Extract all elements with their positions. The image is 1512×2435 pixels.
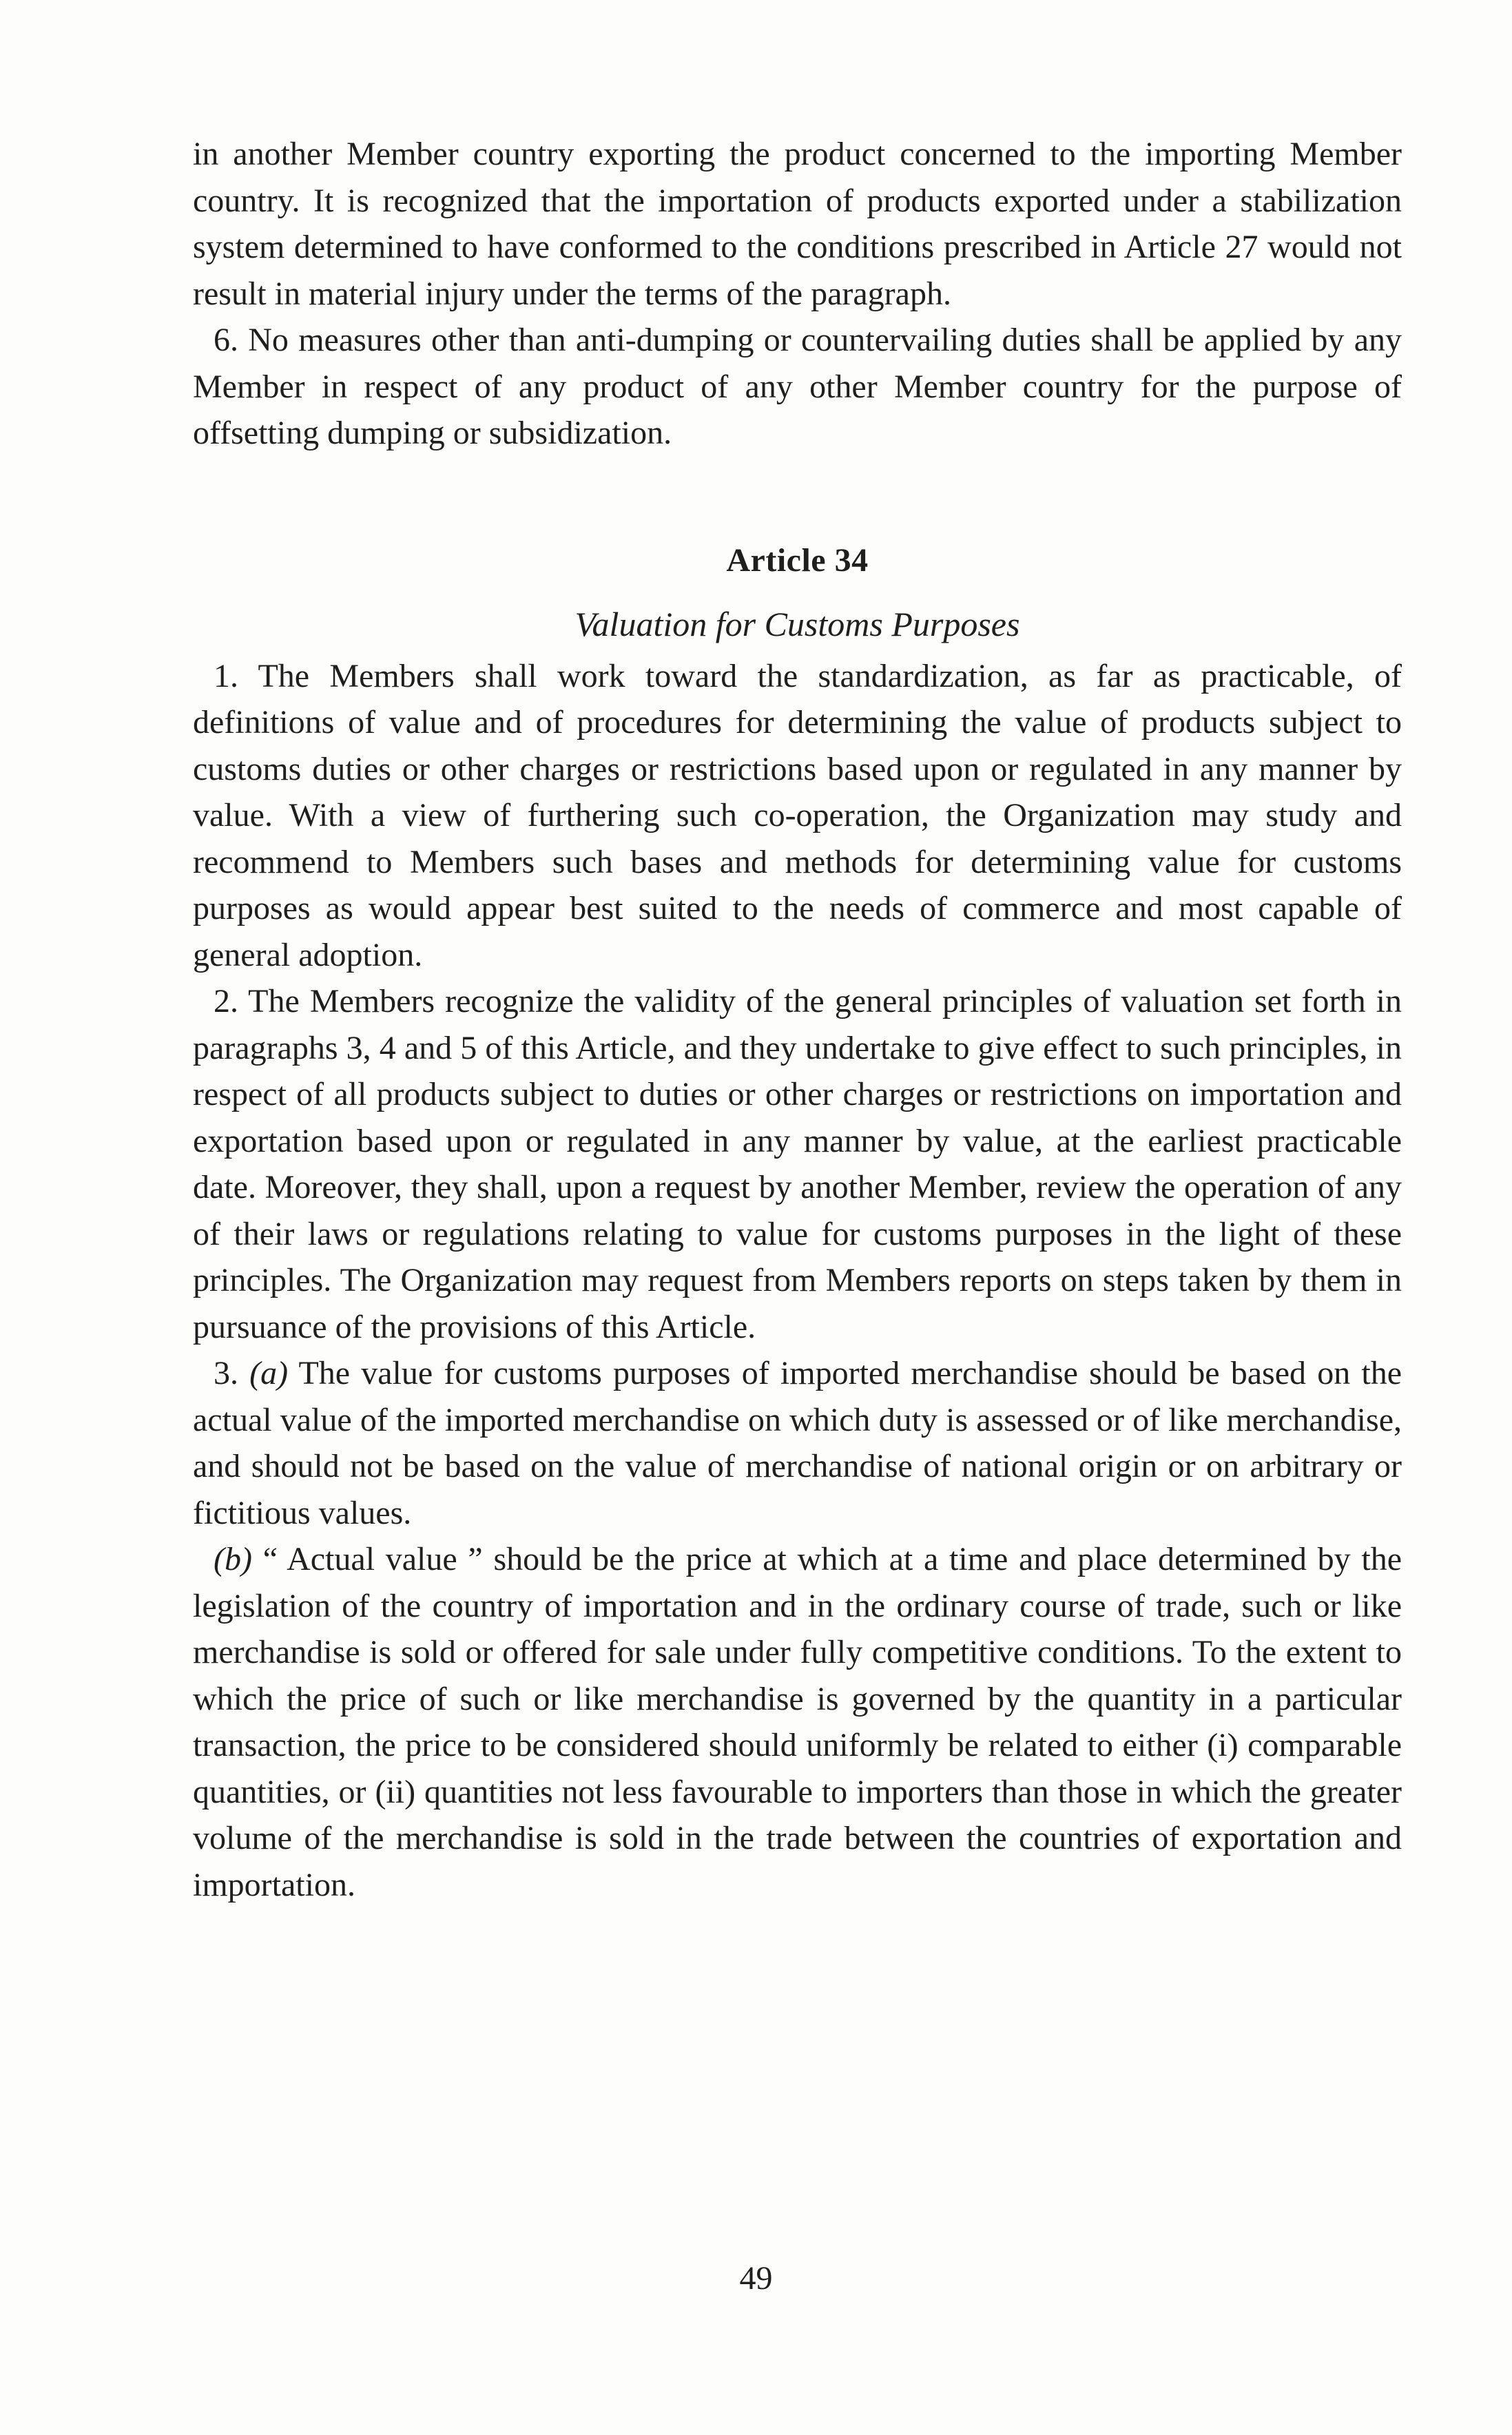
page-number: 49 [739, 2260, 773, 2297]
preceding-text [193, 131, 1402, 457]
subparagraph-a-label: (a) [249, 1355, 289, 1391]
paragraph-3a-text: The value for customs purposes of imported merchandise should be based on the actual value of the imported merchandise on which duty is assessed or of like merchandise, and should not be based on the value of merchandise of national origin or on arbitrary or fictitious values. [193, 1355, 1402, 1531]
continued-paragraph: in another Member country exporting the product concerned to the importing Member country. It is recognized that the importation of products exported under a stabilization system determined to have conformed to the conditions prescribed in Article 27 would not result in material injury under the terms of the paragraph. [193, 136, 1402, 312]
paragraph-6: 6. No measures other than anti-dumping or countervailing duties shall be applied by any Member in respect of any product of any other Member country for the purpose of offsetting dumping or subsidization. [193, 322, 1402, 451]
paragraph-1: 1. The Members shall work toward the standardization, as far as practicable, of definitions of value and of procedures for determining the value of products subject to customs duties or other charges or restrictions based upon or regulated in any manner by value. With a view of furthering such co-operation, the Organization may study and recommend to Members such bases and methods for determining value for customs purposes as would appear best suited to the needs of commerce and most capable of general adoption. [193, 657, 1402, 973]
article-subtitle: Valuation for Customs Purposes [574, 604, 1020, 643]
paragraph-3a [193, 1350, 1402, 1536]
paragraph-3-number: 3. [214, 1355, 238, 1391]
article-body [193, 653, 1402, 1909]
document-page [193, 131, 1402, 1908]
subparagraph-b-label: (b) [214, 1541, 252, 1577]
paragraph-3b-text: “ Actual value ” should be the price at which at a time and place determined by the legislation of the country of importation and in the ordinary course of trade, such or like merchandise is sold or offered for sale under fully competitive conditions. To the extent to which the price of such or like merchandise is governed by the quantity in a particular transaction, the price to be considered should uniformly be related to either (i) comparable quantities, or (ii) quantities not less favourable to importers than those in which the greater volume of the merchandise is sold in the trade between the countries of exportation and importation. [193, 1541, 1402, 1903]
paragraph-2: 2. The Members recognize the validity of the general principles of valuation set forth in paragraphs 3, 4 and 5 of this Article, and they undertake to give effect to such principles, in respect of all products subject to duties or other charges or restrictions on importation and exportation based upon or regulated in any manner by value, at the earliest practicable date. Moreover, they shall, upon a request by another Member, review the operation of any of their laws or regulations relating to value for customs purposes in the light of these principles. The Organization may request from Members reports on steps taken by them in pursuance of the provisions of this Article. [193, 983, 1402, 1345]
paragraph-3b [193, 1536, 1402, 1908]
article-title: Article 34 [726, 541, 869, 579]
